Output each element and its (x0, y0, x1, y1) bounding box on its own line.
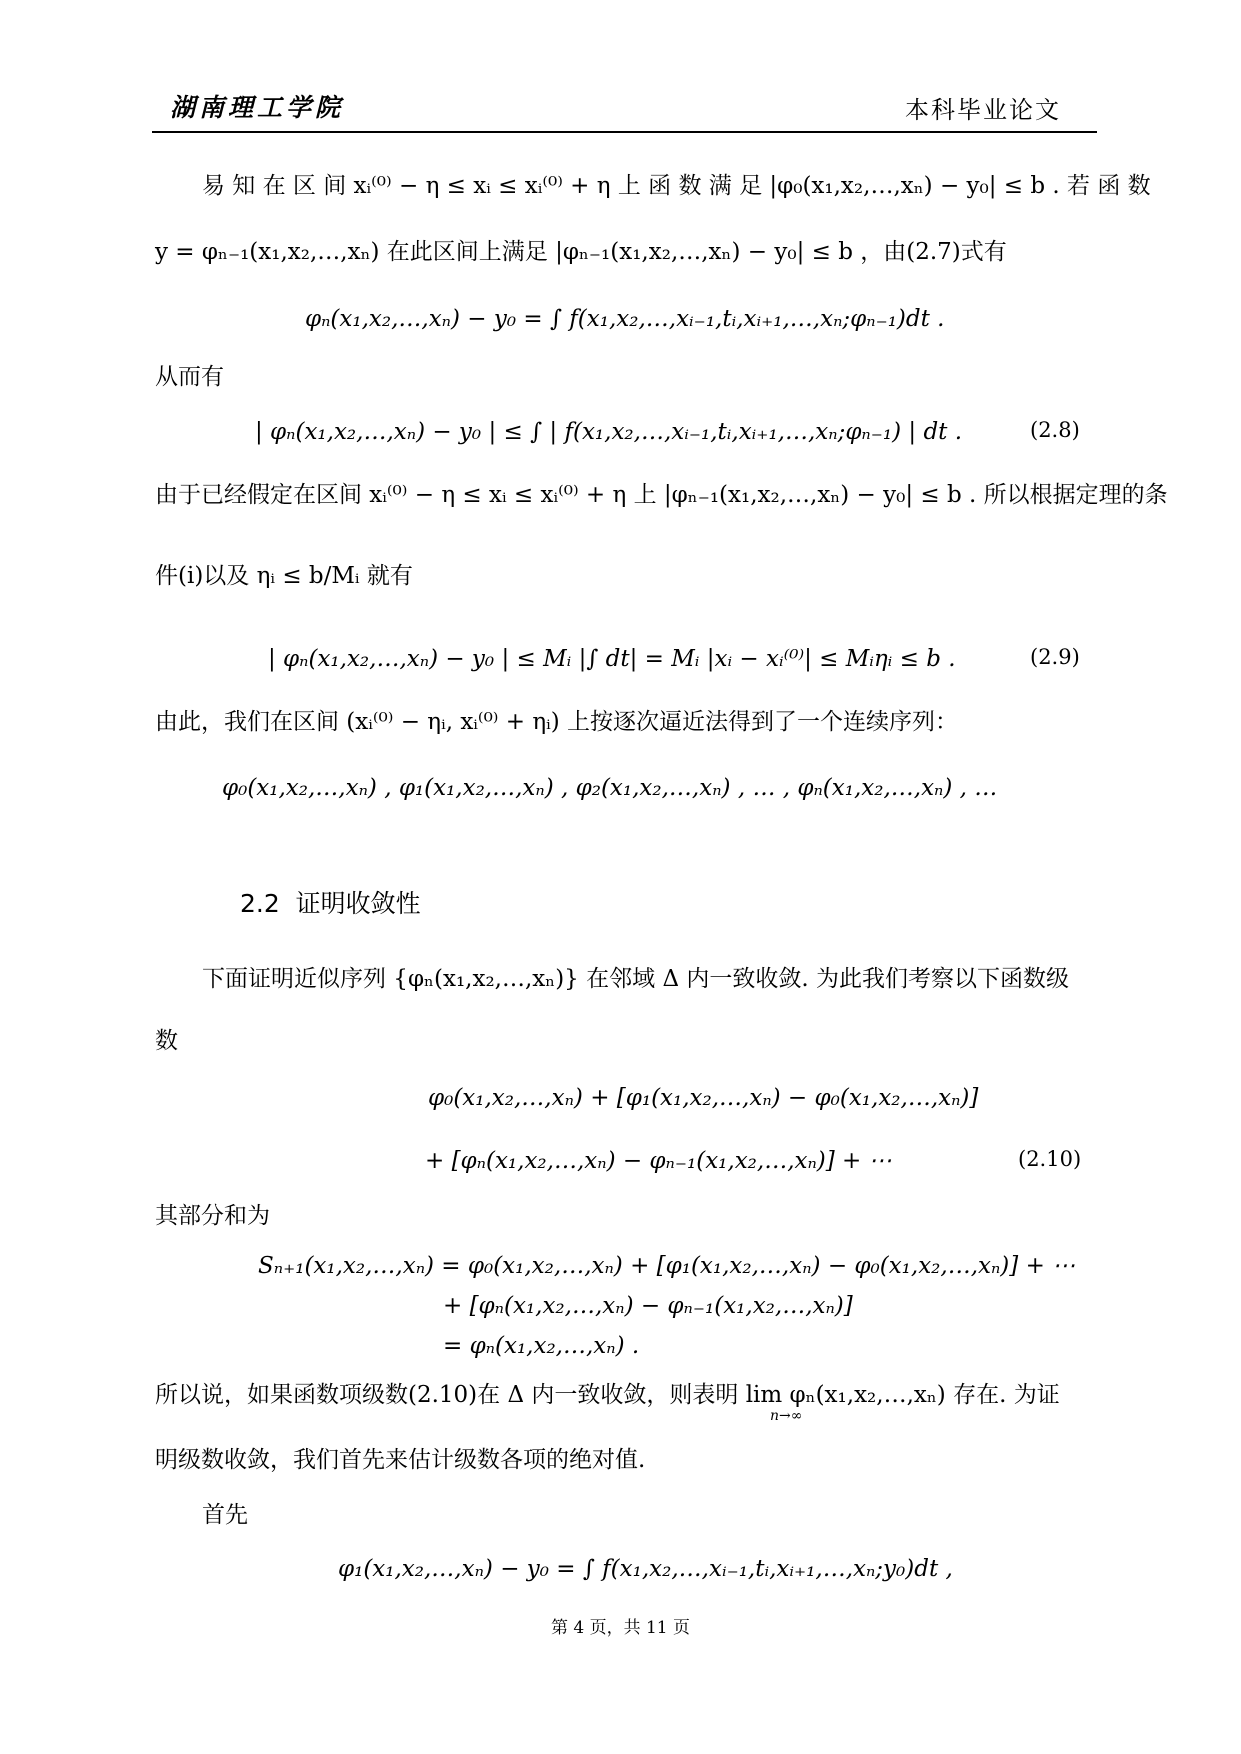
limit-subscript: n→∞ (770, 1408, 803, 1424)
equation: | φₙ(x₁,x₂,…,xₙ) − y₀ | ≤ ∫ | f(x₁,x₂,…,xᵢ₋₁,tᵢ,xᵢ₊₁,…,xₙ;φₙ₋₁) | dt . (255, 419, 963, 445)
page-footer: 第 4 页，共 11 页 (550, 1618, 691, 1638)
paragraph-line: 由于已经假定在区间 xᵢ⁽⁰⁾ − η ≤ xᵢ ≤ xᵢ⁽⁰⁾ + η 上 |φₙ₋₁(x₁,x₂,…,xₙ) − y₀| ≤ b . 所以根据定理的条 (155, 482, 1168, 508)
paragraph-line: 首先 (202, 1502, 248, 1528)
paragraph-line: 其部分和为 (155, 1203, 270, 1229)
section-number: 2.2 (240, 889, 280, 918)
equation: φₙ(x₁,x₂,…,xₙ) − y₀ = ∫ f(x₁,x₂,…,xᵢ₋₁,tᵢ,xᵢ₊₁,…,xₙ;φₙ₋₁)dt . (305, 306, 945, 332)
paragraph-line: y = φₙ₋₁(x₁,x₂,…,xₙ) 在此区间上满足 |φₙ₋₁(x₁,x₂,…,xₙ) − y₀| ≤ b ，由(2.7)式有 (155, 239, 1007, 265)
paragraph-line: 件(ⅰ)以及 ηᵢ ≤ b/Mᵢ 就有 (155, 563, 413, 589)
header-rule (152, 131, 1097, 133)
equation: Sₙ₊₁(x₁,x₂,…,xₙ) = φ₀(x₁,x₂,…,xₙ) + [φ₁(x₁,x₂,…,xₙ) − φ₀(x₁,x₂,…,xₙ)] + ⋯ (258, 1253, 1076, 1279)
equation-number: (2.10) (1018, 1147, 1082, 1171)
paragraph-line: 易 知 在 区 间 xᵢ⁽⁰⁾ − η ≤ xᵢ ≤ xᵢ⁽⁰⁾ + η 上 函 数 满 足 |φ₀(x₁,x₂,…,xₙ) − y₀| ≤ b . 若 函 数 (202, 173, 1151, 199)
equation: φ₀(x₁,x₂,…,xₙ) + [φ₁(x₁,x₂,…,xₙ) − φ₀(x₁,x₂,…,xₙ)] (428, 1085, 979, 1111)
paragraph-line: 所以说，如果函数项级数(2.10)在 Δ 内一致收敛，则表明 lim φₙ(x₁,x₂,…,xₙ) 存在. 为证 (155, 1382, 1060, 1408)
paragraph-line: 数 (155, 1028, 178, 1054)
equation-number: (2.8) (1030, 418, 1080, 442)
paragraph-line: 明级数收敛，我们首先来估计级数各项的绝对值. (155, 1447, 646, 1473)
header-thesis-type: 本科毕业论文 (905, 96, 1061, 124)
paragraph-line: 由此，我们在区间 (xᵢ⁽⁰⁾ − ηᵢ, xᵢ⁽⁰⁾ + ηᵢ) 上按逐次逼近法得到了一个连续序列： (155, 709, 959, 735)
equation: | φₙ(x₁,x₂,…,xₙ) − y₀ | ≤ Mᵢ |∫ dt| = Mᵢ |xᵢ − xᵢ⁽⁰⁾| ≤ Mᵢηᵢ ≤ b . (268, 646, 956, 672)
header-school-name: 湖南理工学院 (170, 93, 345, 122)
equation: φ₁(x₁,x₂,…,xₙ) − y₀ = ∫ f(x₁,x₂,…,xᵢ₋₁,tᵢ,xᵢ₊₁,…,xₙ;y₀)dt , (338, 1556, 953, 1582)
equation-number: (2.9) (1030, 645, 1080, 669)
section-title: 证明收敛性 (295, 889, 421, 918)
paragraph-line: 下面证明近似序列 {φₙ(x₁,x₂,…,xₙ)} 在邻域 Δ 内一致收敛. 为此我们考察以下函数级 (202, 966, 1069, 992)
section-heading (240, 884, 421, 920)
equation: + [φₙ(x₁,x₂,…,xₙ) − φₙ₋₁(x₁,x₂,…,xₙ)] + ⋯ (425, 1148, 892, 1174)
equation: φ₀(x₁,x₂,…,xₙ) , φ₁(x₁,x₂,…,xₙ) , φ₂(x₁,x₂,…,xₙ) , … , φₙ(x₁,x₂,…,xₙ) , … (222, 775, 998, 801)
equation: + [φₙ(x₁,x₂,…,xₙ) − φₙ₋₁(x₁,x₂,…,xₙ)] (443, 1293, 853, 1319)
equation: = φₙ(x₁,x₂,…,xₙ) . (443, 1333, 640, 1359)
paragraph-line: 从而有 (155, 364, 224, 390)
